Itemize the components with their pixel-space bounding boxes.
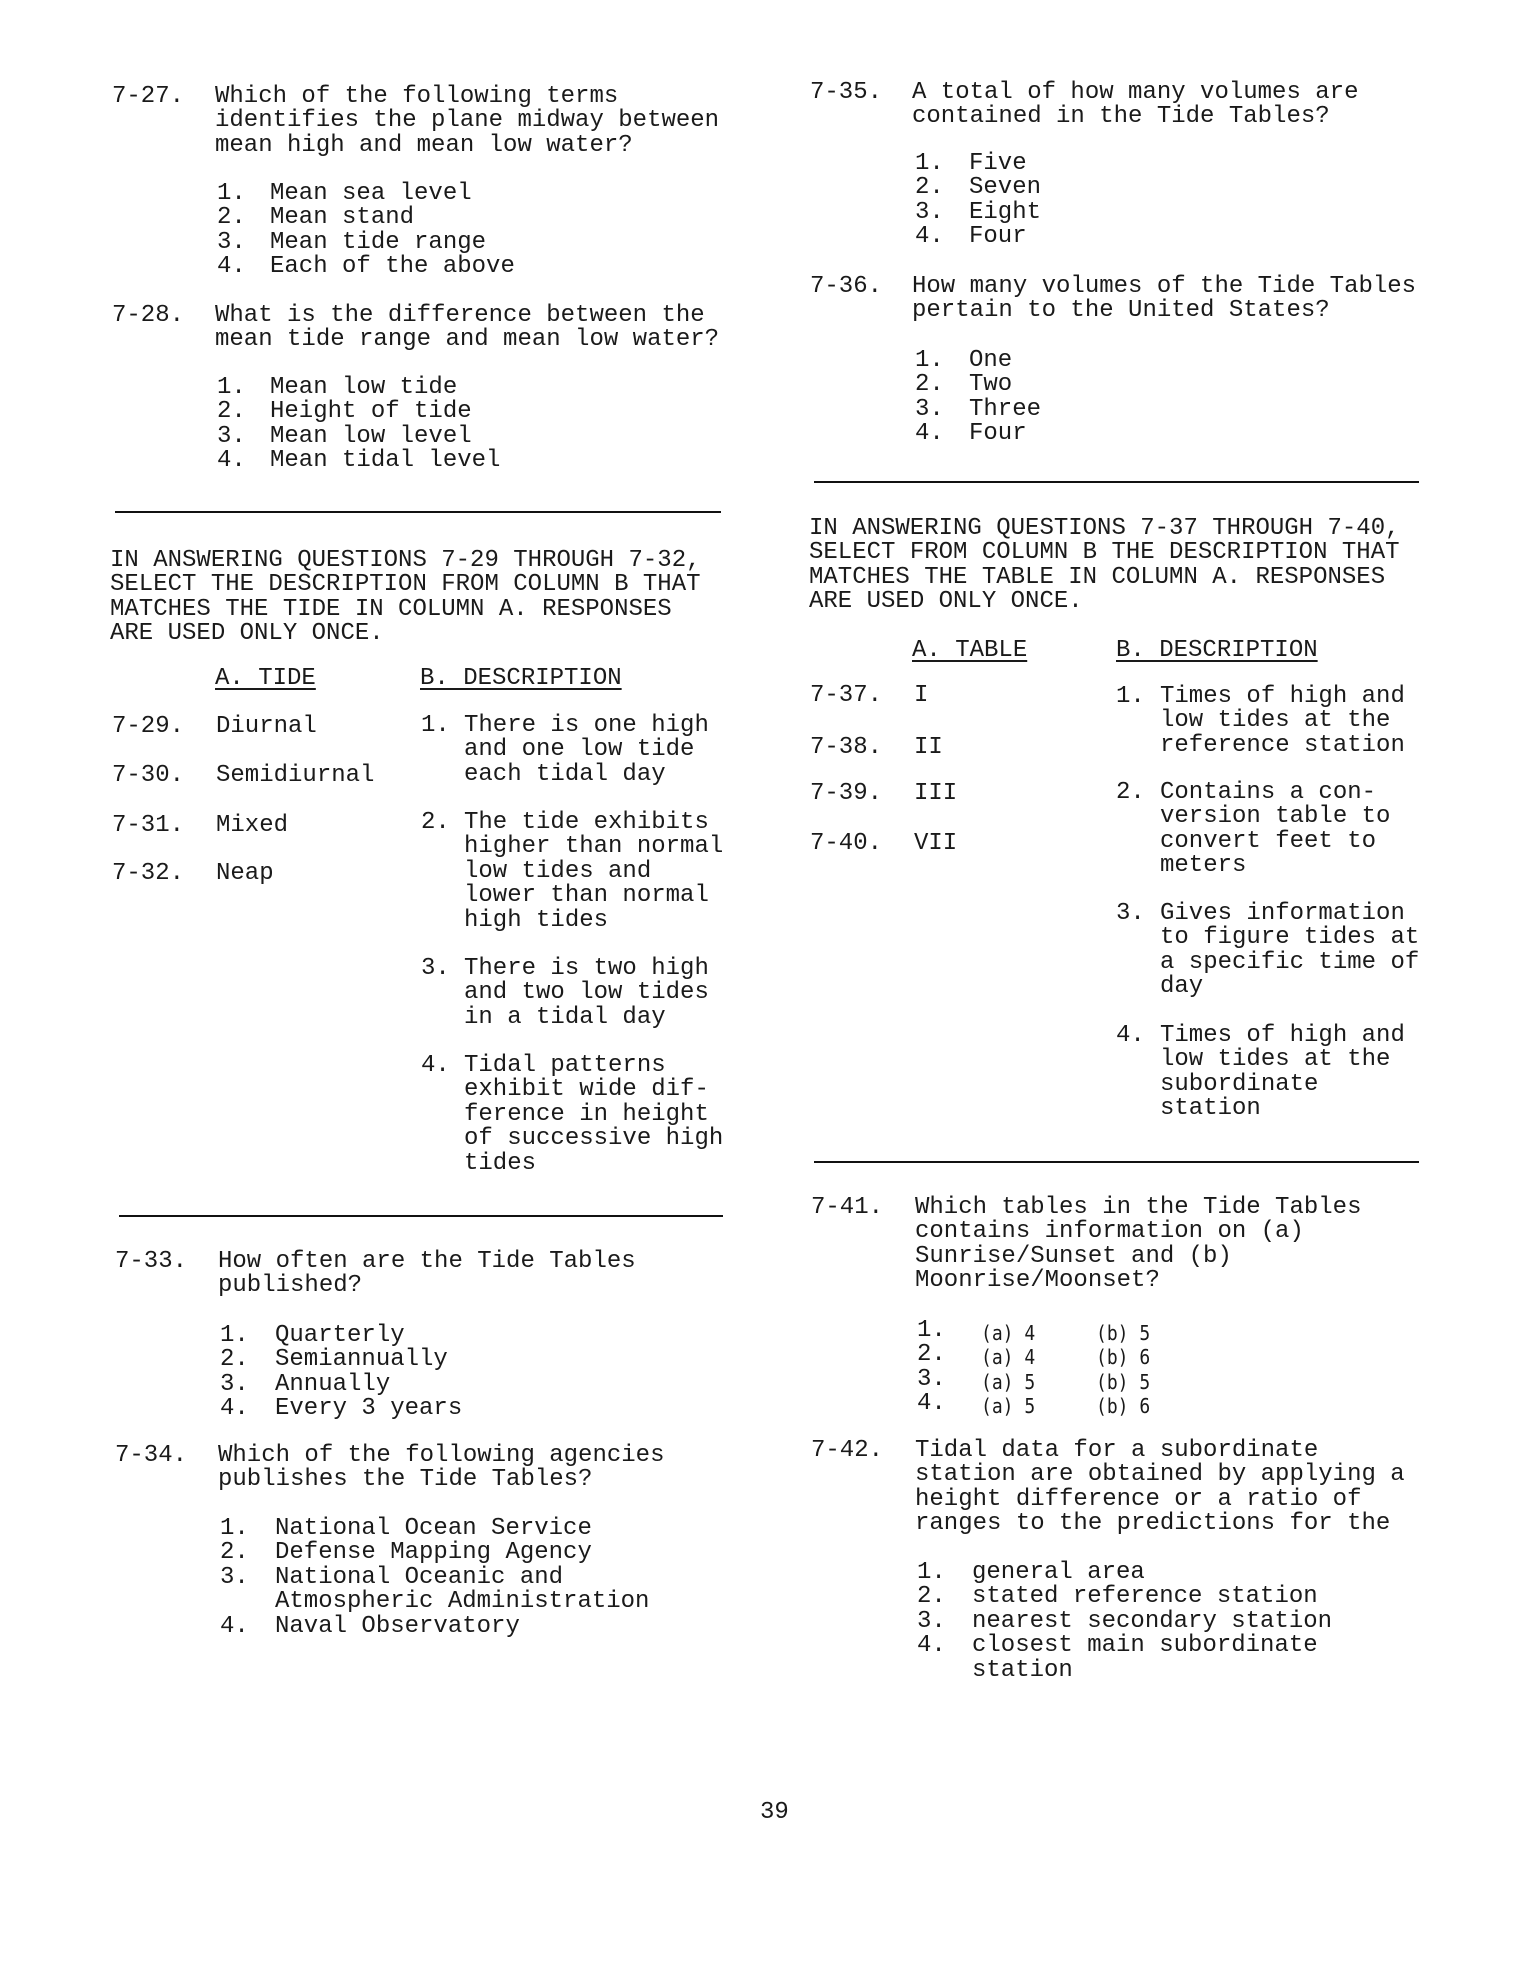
option-number: 2.: [217, 204, 246, 232]
option-number: 4.: [915, 223, 944, 251]
option-part-a: (a) 4: [981, 1321, 1036, 1345]
option-number: 1.: [915, 347, 944, 374]
question-number: 7-41.: [811, 1194, 884, 1221]
option-text: Every 3 years: [275, 1395, 463, 1423]
description-text: Gives information to figure tides at a specific time of day: [1160, 900, 1420, 1001]
option-text: Mean tidal level: [270, 447, 501, 475]
question-text-line: How many volumes of the Tide Tables: [912, 273, 1417, 300]
description-text: Tidal patterns exhibit wide dif- ference in height of successive high tides: [464, 1052, 724, 1177]
match-question-number: 7-39.: [810, 780, 883, 807]
option-part-a: (a) 5: [981, 1369, 1036, 1394]
option-number: 3.: [220, 1563, 249, 1591]
match-item: I: [914, 682, 929, 709]
description-text: The tide exhibits higher than normal low tides and lower than normal high tides: [464, 809, 724, 934]
option-text: Mean stand: [270, 204, 415, 232]
question-text-line: station are obtained by applying a: [915, 1461, 1405, 1489]
option-number: 3.: [915, 198, 944, 226]
option-text: stated reference station: [972, 1583, 1318, 1611]
match-item: Neap: [216, 860, 274, 887]
match-question-number: 7-37.: [810, 682, 883, 709]
option-text: closest main subordinate station: [972, 1632, 1318, 1684]
match-question-number: 7-40.: [810, 830, 883, 857]
question-text-line: Which of the following terms: [215, 83, 619, 110]
option-number: 4.: [220, 1395, 249, 1423]
instruction-line: SELECT THE DESCRIPTION FROM COLUMN B THAT: [110, 571, 701, 599]
description-number: 1.: [421, 712, 450, 739]
page-number: 39: [760, 1799, 789, 1826]
option-text: Mean sea level: [270, 180, 472, 207]
option-text: National Ocean Service: [275, 1515, 592, 1542]
option-number: 2.: [915, 174, 944, 202]
description-number: 4.: [421, 1052, 450, 1079]
option-part-b: (b) 5: [1096, 1321, 1151, 1345]
description-number: 1.: [1116, 683, 1145, 710]
description-number: 4.: [1116, 1022, 1145, 1049]
option-number: 4.: [917, 1632, 946, 1660]
instruction-line: IN ANSWERING QUESTIONS 7-37 THROUGH 7-40,: [809, 515, 1400, 542]
description-text: There is one high and one low tide each tidal day: [464, 712, 709, 788]
instruction-line: ARE USED ONLY ONCE.: [110, 620, 384, 648]
option-text: Three: [969, 395, 1042, 423]
option-number: 2.: [217, 398, 246, 426]
option-number: 4.: [217, 253, 246, 281]
option-number: 1.: [220, 1322, 249, 1349]
question-text-line: Moonrise/Moonset?: [915, 1267, 1160, 1295]
option-number: 1.: [917, 1317, 946, 1344]
question-number: 7-34.: [115, 1442, 188, 1469]
divider: [814, 1161, 1419, 1163]
option-text: Mean tide range: [270, 228, 487, 256]
question-number: 7-27.: [112, 83, 185, 110]
match-item: VII: [914, 830, 958, 857]
option-number: 3.: [217, 228, 246, 256]
option-number: 1.: [917, 1559, 946, 1586]
question-text-line: height difference or a ratio of: [915, 1485, 1362, 1513]
question-text-line: publishes the Tide Tables?: [218, 1466, 593, 1494]
option-text: Four: [969, 223, 1027, 251]
option-text: Height of tide: [270, 398, 472, 426]
question-text-line: identifies the plane midway between: [215, 107, 720, 135]
description-number: 2.: [1116, 779, 1145, 806]
option-number: 4.: [220, 1612, 249, 1640]
match-question-number: 7-30.: [112, 762, 185, 789]
option-text: nearest secondary station: [972, 1607, 1333, 1635]
option-number: 2.: [917, 1583, 946, 1611]
option-text: National Oceanic and Atmospheric Administration: [275, 1563, 650, 1616]
instruction-line: MATCHES THE TIDE IN COLUMN A. RESPONSES: [110, 595, 672, 623]
match-question-number: 7-29.: [112, 713, 185, 740]
description-number: 3.: [1116, 900, 1145, 927]
option-number: 1.: [217, 374, 246, 401]
match-item: III: [914, 780, 958, 807]
option-text: general area: [972, 1559, 1145, 1586]
question-number: 7-33.: [115, 1248, 188, 1275]
description-number: 2.: [421, 809, 450, 836]
question-text-line: Which of the following agencies: [218, 1442, 665, 1469]
divider: [119, 1215, 723, 1217]
instruction-line: SELECT FROM COLUMN B THE DESCRIPTION THAT: [809, 539, 1400, 567]
match-question-number: 7-31.: [112, 812, 185, 839]
question-text-line: How often are the Tide Tables: [218, 1248, 636, 1275]
column-b-header: B. DESCRIPTION: [1116, 637, 1318, 664]
description-text: Times of high and low tides at the subordinate station: [1160, 1022, 1405, 1123]
question-number: 7-42.: [811, 1437, 884, 1464]
option-part-a: (a) 5: [981, 1394, 1036, 1419]
question-text-line: Sunrise/Sunset and (b): [915, 1242, 1232, 1270]
option-text: Eight: [969, 198, 1042, 226]
option-text: Semiannually: [275, 1346, 448, 1374]
option-text: Four: [969, 420, 1027, 448]
column-b-header: B. DESCRIPTION: [420, 665, 622, 692]
option-number: 3.: [915, 395, 944, 423]
option-text: Each of the above: [270, 253, 515, 281]
option-number: 3.: [917, 1365, 946, 1393]
question-text-line: contained in the Tide Tables?: [912, 103, 1330, 131]
option-number: 4.: [217, 447, 246, 475]
option-number: 4.: [917, 1390, 946, 1418]
divider: [115, 511, 721, 513]
option-number: 2.: [915, 371, 944, 399]
description-text: Contains a con- version table to convert feet to meters: [1160, 779, 1391, 880]
option-number: 4.: [915, 420, 944, 448]
question-number: 7-36.: [810, 273, 883, 300]
option-number: 3.: [220, 1370, 249, 1398]
option-text: Quarterly: [275, 1322, 405, 1349]
option-part-b: (b) 5: [1096, 1369, 1151, 1394]
question-text-line: pertain to the United States?: [912, 297, 1330, 325]
match-item: Diurnal: [216, 713, 317, 740]
option-text: Two: [969, 371, 1013, 399]
match-item: Semidiurnal: [216, 762, 375, 789]
option-text: Annually: [275, 1370, 391, 1398]
instruction-line: IN ANSWERING QUESTIONS 7-29 THROUGH 7-32,: [110, 547, 701, 574]
option-part-b: (b) 6: [1096, 1394, 1151, 1419]
option-number: 1.: [217, 180, 246, 207]
description-text: Times of high and low tides at the reference station: [1160, 683, 1405, 759]
option-text: Five: [969, 150, 1027, 177]
option-part-b: (b) 6: [1096, 1345, 1151, 1370]
instruction-line: ARE USED ONLY ONCE.: [809, 588, 1083, 616]
match-question-number: 7-38.: [810, 734, 883, 761]
column-a-header: A. TIDE: [215, 665, 316, 692]
question-text-line: mean high and mean low water?: [215, 131, 633, 159]
option-number: 2.: [220, 1346, 249, 1374]
option-text: One: [969, 347, 1013, 374]
question-number: 7-28.: [112, 302, 185, 329]
question-text-line: A total of how many volumes are: [912, 79, 1359, 106]
option-number: 1.: [220, 1515, 249, 1542]
match-item: Mixed: [216, 812, 289, 839]
description-text: There is two high and two low tides in a tidal day: [464, 955, 709, 1031]
option-text: Mean low tide: [270, 374, 458, 401]
option-text: Defense Mapping Agency: [275, 1539, 592, 1567]
column-a-header: A. TABLE: [912, 637, 1028, 664]
match-question-number: 7-32.: [112, 860, 185, 887]
question-text-line: contains information on (a): [915, 1218, 1304, 1246]
question-text-line: Which tables in the Tide Tables: [915, 1194, 1362, 1221]
option-text: Mean low level: [270, 422, 472, 450]
question-text-line: mean tide range and mean low water?: [215, 326, 720, 354]
option-number: 2.: [220, 1539, 249, 1567]
option-number: 1.: [915, 150, 944, 177]
question-text-line: ranges to the predictions for the: [915, 1510, 1391, 1538]
question-text-line: Tidal data for a subordinate: [915, 1437, 1319, 1464]
question-text-line: published?: [218, 1272, 363, 1300]
option-number: 2.: [917, 1341, 946, 1369]
option-number: 3.: [217, 422, 246, 450]
divider: [814, 481, 1419, 483]
match-item: II: [914, 734, 943, 761]
description-number: 3.: [421, 955, 450, 982]
question-number: 7-35.: [810, 79, 883, 106]
instruction-line: MATCHES THE TABLE IN COLUMN A. RESPONSES: [809, 563, 1386, 591]
option-part-a: (a) 4: [981, 1345, 1036, 1370]
option-number: 3.: [917, 1607, 946, 1635]
option-text: Seven: [969, 174, 1042, 202]
question-text-line: What is the difference between the: [215, 302, 705, 329]
option-text: Naval Observatory: [275, 1612, 520, 1640]
